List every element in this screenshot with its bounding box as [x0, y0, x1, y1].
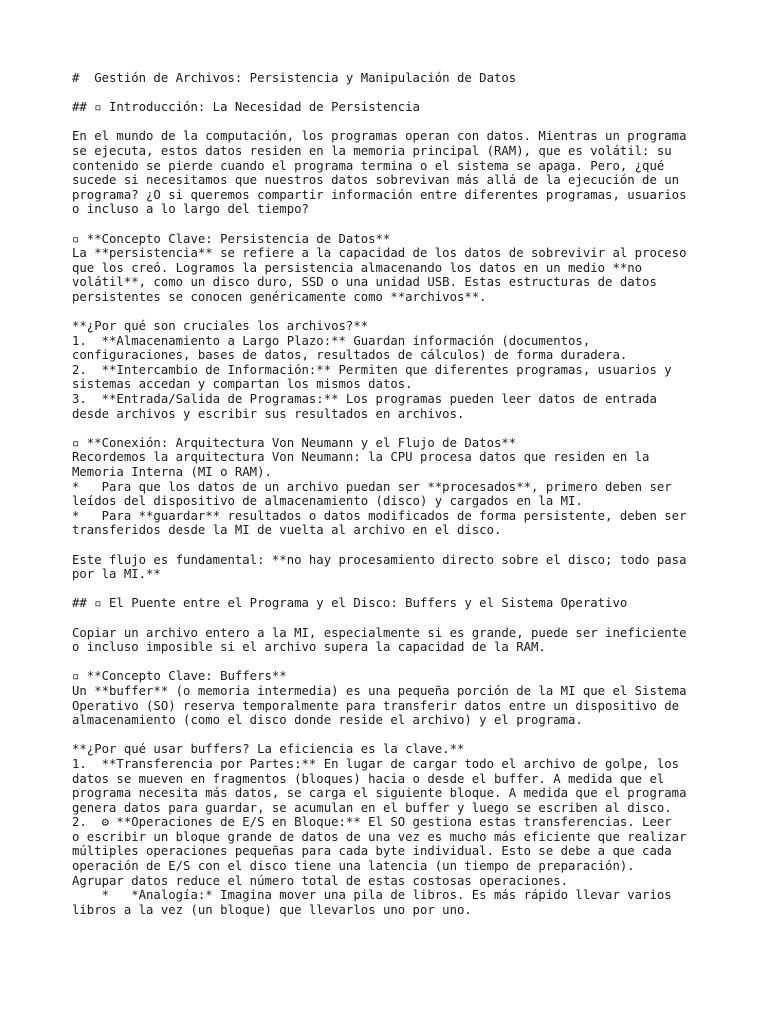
- text-line: En el mundo de la computación, los programas operan con datos. Mientras un programa: [72, 129, 687, 144]
- text-line: transferidos desde la MI de vuelta al archivo en el disco.: [72, 523, 502, 538]
- text-line: Un **buffer** (o memoria intermedia) es una pequeña porción de la MI que el Sistema: [72, 683, 687, 698]
- text-line: ▫ **Concepto Clave: Buffers**: [72, 669, 287, 684]
- text-line: o incluso imposible si el archivo supera la capacidad de la RAM.: [72, 640, 546, 655]
- text-line: genera datos para guardar, se acumulan en el buffer y luego se escriben al disco.: [72, 800, 672, 815]
- text-line: libros a la vez (un bloque) que llevarlos uno por uno.: [72, 902, 472, 917]
- text-line: leídos del dispositivo de almacenamiento (disco) y cargados en la MI.: [72, 494, 583, 509]
- text-line: 1. **Transferencia por Partes:** En lugar de cargar todo el archivo de golpe, los: [72, 756, 680, 771]
- text-line: * Para que los datos de un archivo puedan ser **procesados**, primero deben ser: [72, 479, 672, 494]
- blank-line: [72, 582, 712, 597]
- text-line: 2. ⚙ **Operaciones de E/S en Bloque:** El SO gestiona estas transferencias. Leer: [72, 815, 672, 830]
- text-line: 1. **Almacenamiento a Largo Plazo:** Guardan información (documentos,: [72, 333, 591, 348]
- text-line: # Gestión de Archivos: Persistencia y Manipulación de Datos: [72, 71, 517, 85]
- blank-line: [72, 86, 712, 101]
- text-line: se ejecuta, estos datos residen en la memoria principal (RAM), que es volátil: su: [72, 143, 672, 158]
- text-line: programa necesita más datos, se carga el siguiente bloque. A medida que el programa: [72, 786, 687, 801]
- text-line: sucede si necesitamos que nuestros datos sobrevivan más allá de la ejecución de un: [72, 173, 680, 188]
- text-line: La **persistencia** se refiere a la capacidad de los datos de sobrevivir al proceso: [72, 246, 687, 261]
- blank-line: [72, 538, 712, 553]
- text-line: ▫ **Concepto Clave: Persistencia de Datos**: [72, 231, 391, 246]
- text-line: persistentes se conocen genéricamente como **archivos**.: [72, 289, 487, 304]
- text-line: datos se mueven en fragmentos (bloques) hacia o desde el buffer. A medida que el: [72, 771, 665, 786]
- text-line: desde archivos y escribir sus resultados en archivos.: [72, 406, 465, 421]
- text-line: múltiples operaciones pequeñas para cada byte individual. Esto se debe a que cada: [72, 844, 672, 859]
- text-line: que los creó. Logramos la persistencia almacenando los datos en un medio **no: [72, 260, 643, 275]
- text-line: contenido se pierde cuando el programa termina o el sistema se apaga. Pero, ¿qué: [72, 158, 665, 173]
- text-line: por la MI.**: [72, 567, 161, 582]
- text-line: * *Analogía:* Imagina mover una pila de libros. Es más rápido llevar varios: [72, 888, 672, 903]
- text-line: * Para **guardar** resultados o datos modificados de forma persistente, deben ser: [72, 508, 687, 523]
- text-line: almacenamiento (como el disco donde reside el archivo) y el programa.: [72, 713, 583, 728]
- text-line: configuraciones, bases de datos, resultados de cálculos) de forma duradera.: [72, 348, 628, 363]
- text-line: o incluso a lo largo del tiempo?: [72, 202, 309, 217]
- text-line: Agrupar datos reduce el número total de estas costosas operaciones.: [72, 873, 569, 888]
- text-line: Memoria Interna (MI o RAM).: [72, 465, 272, 480]
- text-line: programa? ¿O si queremos compartir información entre diferentes programas, usuarios: [72, 187, 687, 202]
- text-line: **¿Por qué son cruciales los archivos?**: [72, 319, 369, 334]
- text-line: ▫ **Conexión: Arquitectura Von Neumann y el Flujo de Datos**: [72, 435, 517, 450]
- text-line: volátil**, como un disco duro, SSD o una unidad USB. Estas estructuras de datos: [72, 275, 657, 290]
- blank-line: [72, 421, 712, 436]
- blank-line: [72, 655, 712, 670]
- text-line: Recordemos la arquitectura Von Neumann: la CPU procesa datos que residen en la: [72, 450, 650, 465]
- blank-line: [72, 611, 712, 626]
- text-line: Este flujo es fundamental: **no hay procesamiento directo sobre el disco; todo pasa: [72, 552, 687, 567]
- text-line: sistemas accedan y compartan los mismos datos.: [72, 377, 413, 392]
- text-line: o escribir un bloque grande de datos de una vez es mucho más eficiente que realizar: [72, 829, 687, 844]
- text-line: **¿Por qué usar buffers? La eficiencia es la clave.**: [72, 742, 465, 757]
- blank-line: [72, 115, 712, 130]
- text-line: 3. **Entrada/Salida de Programas:** Los programas pueden leer datos de entrada: [72, 392, 657, 407]
- text-line: Operativo (SO) reserva temporalmente para transferir datos entre un dispositivo de: [72, 698, 680, 713]
- text-line: ## ▫ Introducción: La Necesidad de Persistencia: [72, 100, 420, 115]
- text-line: Copiar un archivo entero a la MI, especialmente si es grande, puede ser ineficiente: [72, 625, 687, 640]
- blank-line: [72, 217, 712, 232]
- text-line: 2. **Intercambio de Información:** Permiten que diferentes programas, usuarios y: [72, 362, 672, 377]
- blank-line: [72, 305, 712, 320]
- blank-line: [72, 728, 712, 743]
- text-line: ## ▫ El Puente entre el Programa y el Disco: Buffers y el Sistema Operativo: [72, 596, 628, 611]
- document-body: [72, 71, 712, 917]
- text-line: operación de E/S con el disco tiene una latencia (un tiempo de preparación).: [72, 859, 635, 874]
